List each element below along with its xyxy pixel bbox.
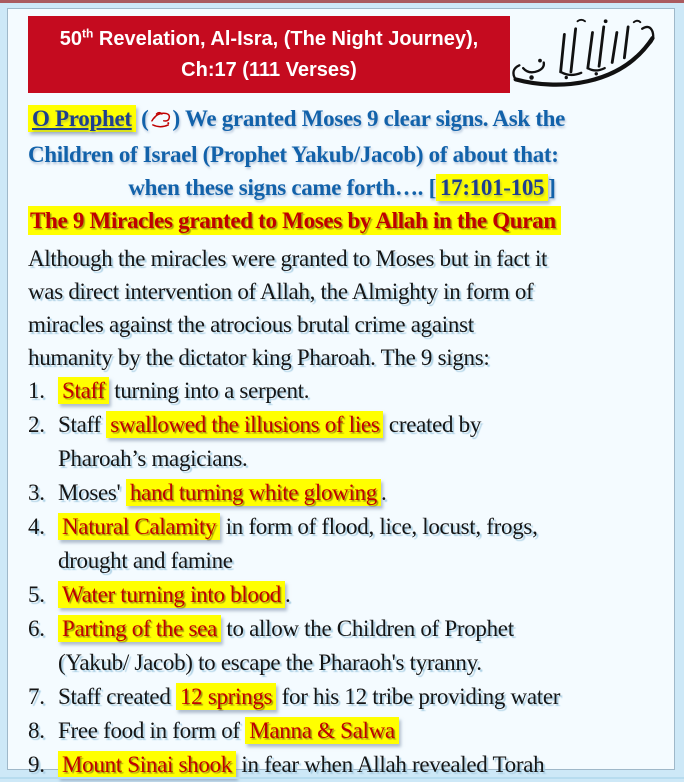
list-item (28, 476, 656, 510)
paragraph-line: humanity by the dictator king Pharoah. The 9 signs: (28, 345, 490, 370)
item-text: turning into a serpent. (108, 378, 310, 403)
paragraph-line: was direct intervention of Allah, the Almighty in form of (28, 279, 534, 304)
list-item (28, 408, 656, 476)
item-continuation: (Yakub/ Jacob) to escape the Pharaoh's tyranny. (58, 650, 482, 675)
item-text: in form of flood, lice, locust, frogs, (220, 514, 538, 539)
list-item (28, 612, 656, 680)
verse-line-3-text: when these signs came forth…. [ (128, 175, 436, 200)
verse-line-2: Children of Israel (Prophet Yakub/Jacob) of about that: (28, 142, 559, 167)
item-number: 7. (28, 684, 45, 709)
item-text: . (380, 480, 387, 505)
title-banner (28, 16, 510, 93)
item-text: created by (383, 412, 482, 437)
verse-intro (28, 102, 656, 204)
verse-ref-highlight: 17:101-105 (436, 174, 548, 201)
header-row (28, 14, 656, 98)
paragraph-line: miracles against the atrocious brutal crime against (28, 312, 474, 337)
list-item (28, 714, 656, 748)
item-text: . (285, 582, 291, 607)
item-highlight: 12 springs (176, 683, 276, 710)
list-item (28, 374, 656, 408)
item-text: to allow the Children of Prophet (220, 616, 514, 641)
item-text: in fear when Allah revealed Torah (235, 752, 545, 777)
list-item (28, 680, 656, 714)
paragraph-line: Although the miracles were granted to Moses but in fact it (28, 246, 548, 271)
item-highlight: swallowed the illusions of lies (106, 411, 383, 438)
signs-list (28, 374, 656, 782)
item-number: 1. (28, 378, 45, 403)
o-prophet-highlight: O Prophet (28, 105, 136, 132)
bismillah-calligraphy (510, 14, 660, 96)
miracles-heading-text: The 9 Miracles granted to Moses by Allah in the Quran (28, 206, 561, 235)
verse-line-1-text: ) We granted Moses 9 clear signs. Ask the (172, 106, 566, 131)
pbuh-icon (149, 105, 173, 138)
slide-content (7, 8, 675, 777)
item-number: 6. (28, 616, 45, 641)
verse-line-1 (28, 102, 656, 138)
banner-ordinal: th (82, 25, 94, 40)
item-text: Staff created (58, 684, 176, 709)
item-highlight: Manna & Salwa (245, 717, 399, 744)
item-highlight: Staff (58, 377, 109, 404)
item-number: 8. (28, 718, 45, 743)
list-item (28, 578, 656, 612)
item-highlight: Parting of the sea (58, 615, 221, 642)
item-number: 2. (28, 412, 45, 437)
item-text: Moses' (58, 480, 126, 505)
miracles-heading (28, 206, 656, 239)
item-text: Staff (58, 412, 107, 437)
banner-number: 50 (59, 27, 83, 50)
banner-line1 (28, 24, 510, 55)
item-highlight: Natural Calamity (58, 513, 220, 540)
item-text: Free food in form of (58, 718, 246, 743)
banner-line2: Ch:17 (111 Verses) (181, 58, 357, 81)
item-text: for his 12 tribe providing water (276, 684, 561, 709)
banner-line1-text: Revelation, Al-Isra, (The Night Journey), (93, 27, 479, 50)
verse-bracket-close: ] (548, 175, 556, 200)
item-highlight: Water turning into blood (58, 581, 285, 608)
item-number: 5. (28, 582, 45, 607)
item-number: 9. (28, 752, 45, 777)
top-edge-line (0, 0, 684, 3)
list-item (28, 510, 656, 578)
verse-paren-open: ( (135, 106, 149, 131)
item-highlight: Mount Sinai shook (58, 751, 236, 778)
item-number: 3. (28, 480, 45, 505)
item-number: 4. (28, 514, 45, 539)
verse-line-3 (28, 171, 656, 204)
item-highlight: hand turning white glowing (126, 479, 381, 506)
explanation-paragraph (28, 242, 656, 374)
item-continuation: Pharoah’s magicians. (58, 446, 248, 471)
item-continuation: drought and famine (58, 548, 233, 573)
